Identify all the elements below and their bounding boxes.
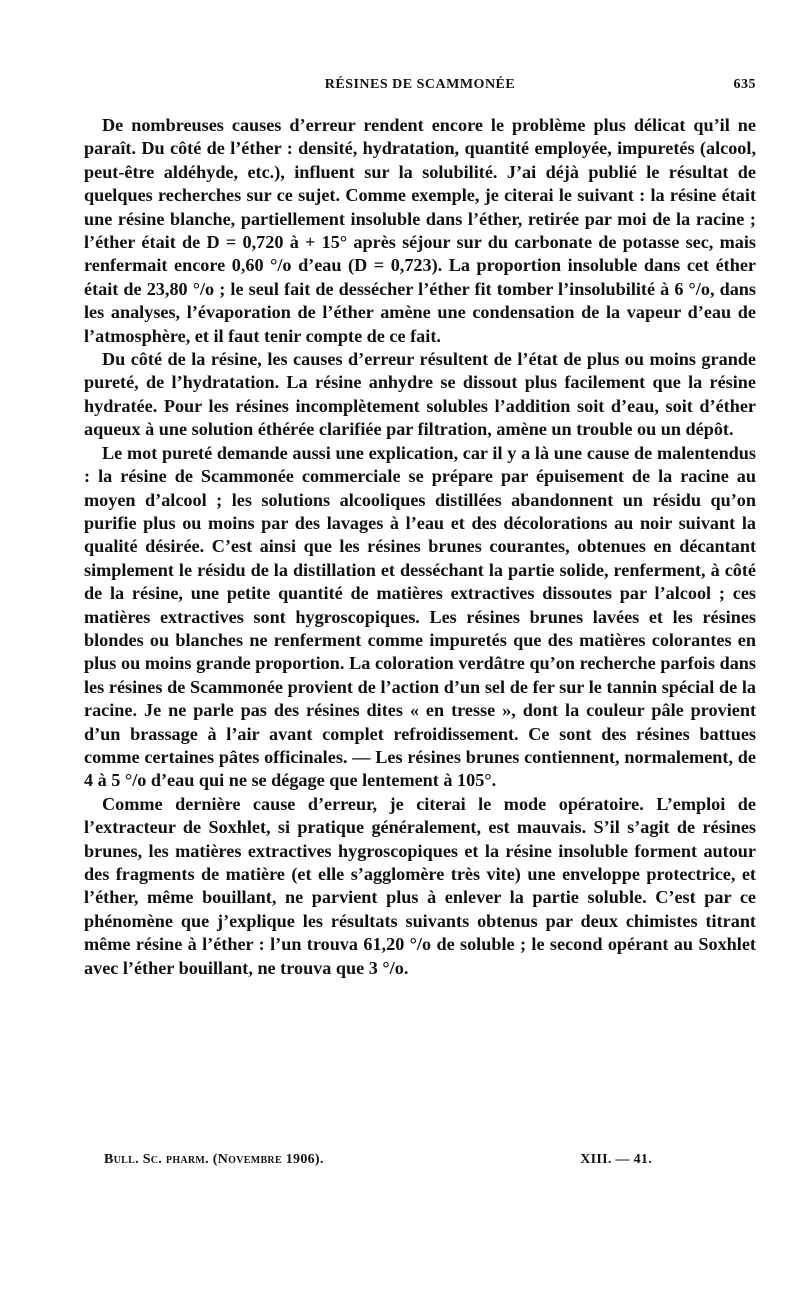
document-page [84,62,756,980]
article-body [84,114,756,980]
paragraph-resin-errors: Du côté de la résine, les causes d’erreur résultent de l’état de plus ou moins grande pureté, de l’hydratation. La résine anhydre se dissout plus facilement que la résine hydratée. Pour les résines incomplètement solubles l’addition soit d’eau, soit d’éther aqueux à une solution éthérée clarifiée par filtration, amène un trouble ou un dépôt. [84,349,756,440]
page-number: 635 [733,77,756,92]
paragraph-solvent-errors: De nombreuses causes d’erreur rendent encore le problème plus délicat qu’il ne paraît. Du côté de l’éther : densité, hydratation, quantité employée, impuretés (alcool, peut-être aldéhyde, etc.), influent sur la solubilité. J’ai déjà publié le résultat de quelques recherches sur ce sujet. Comme exemple, je citerai le suivant : la résine était une résine blanche, partiellement insoluble dans l’éther, retirée par moi de la racine ; l’éther était de D = 0,720 à + 15° après séjour sur du carbonate de potasse sec, mais renfermait encore 0,60 °/o d’eau (D = 0,723). La proportion insoluble dans cet éther était de 23,80 °/o ; le seul fait de dessécher l’éther fit tomber l’insolubilité à 6 °/o, dans les analyses, l’évaporation de l’éther amène une condensation de la vapeur d’eau de l’atmosphère, et il faut tenir compte de ce fait. [84,115,756,346]
paragraph-operating-method: Comme dernière cause d’erreur, je citerai le mode opératoire. L’emploi de l’extracteur de Soxhlet, si pratique généralement, est mauvais. S’il s’agit de résines brunes, les matières extractives hygroscopiques et la résine insoluble forment autour des fragments de matière (et elle s’agglomère très vite) une enveloppe protectrice, et l’éther, même bouillant, ne parvient plus à enlever la partie soluble. C’est par ce phénomène que j’explique les résultats suivants obtenus par deux chimistes titrant même résine à l’éther : l’un trouva 61,20 °/o de soluble ; le second opérant au Soxhlet avec l’éther bouillant, ne trouva que 3 °/o. [84,793,756,978]
journal-citation: Bull. Sc. pharm. (Novembre 1906). [104,1152,324,1167]
signature-mark: XIII. — 41. [580,1152,652,1167]
paragraph-purity-explanation: Le mot pureté demande aussi une explication, car il y a là une cause de malentendus : la résine de Scammonée commerciale se prépare par épuisement de la racine au moyen d’alcool ; les solutions alcooliques distillées abandonnent un résidu qu’on purifie plus ou moins par des lavages à l’eau et des décolorations au noir suivant la qualité désirée. C’est ainsi que les résines brunes courantes, obtenues en décantant simplement le résidu de la distillation et desséchant la partie solide, renferment, à côté de la résine, une petite quantité de matières extractives dissoutes par l’alcool ; ces matières extractives sont hygroscopiques. Les résines brunes lavées et les résines blondes ou blanches ne renferment comme impuretés que des matières colorantes en plus ou moins grande proportion. La coloration verdâtre qu’on recherche parfois dans les résines de Scammonée provient de l’action d’un sel de fer sur le tannin spécial de la racine. Je ne parle pas des résines dites « en tresse », dont la couleur pâle provient d’un brassage à l’air avant complet refroidissement. Ce sont des résines battues comme certaines pâtes officinales. — Les résines brunes contiennent, normalement, de 4 à 5 °/o d’eau qui ne se dégage que lentement à 105°. [84,442,756,791]
running-title: RÉSINES DE SCAMMONÉE [324,77,516,92]
page-header [84,62,756,90]
